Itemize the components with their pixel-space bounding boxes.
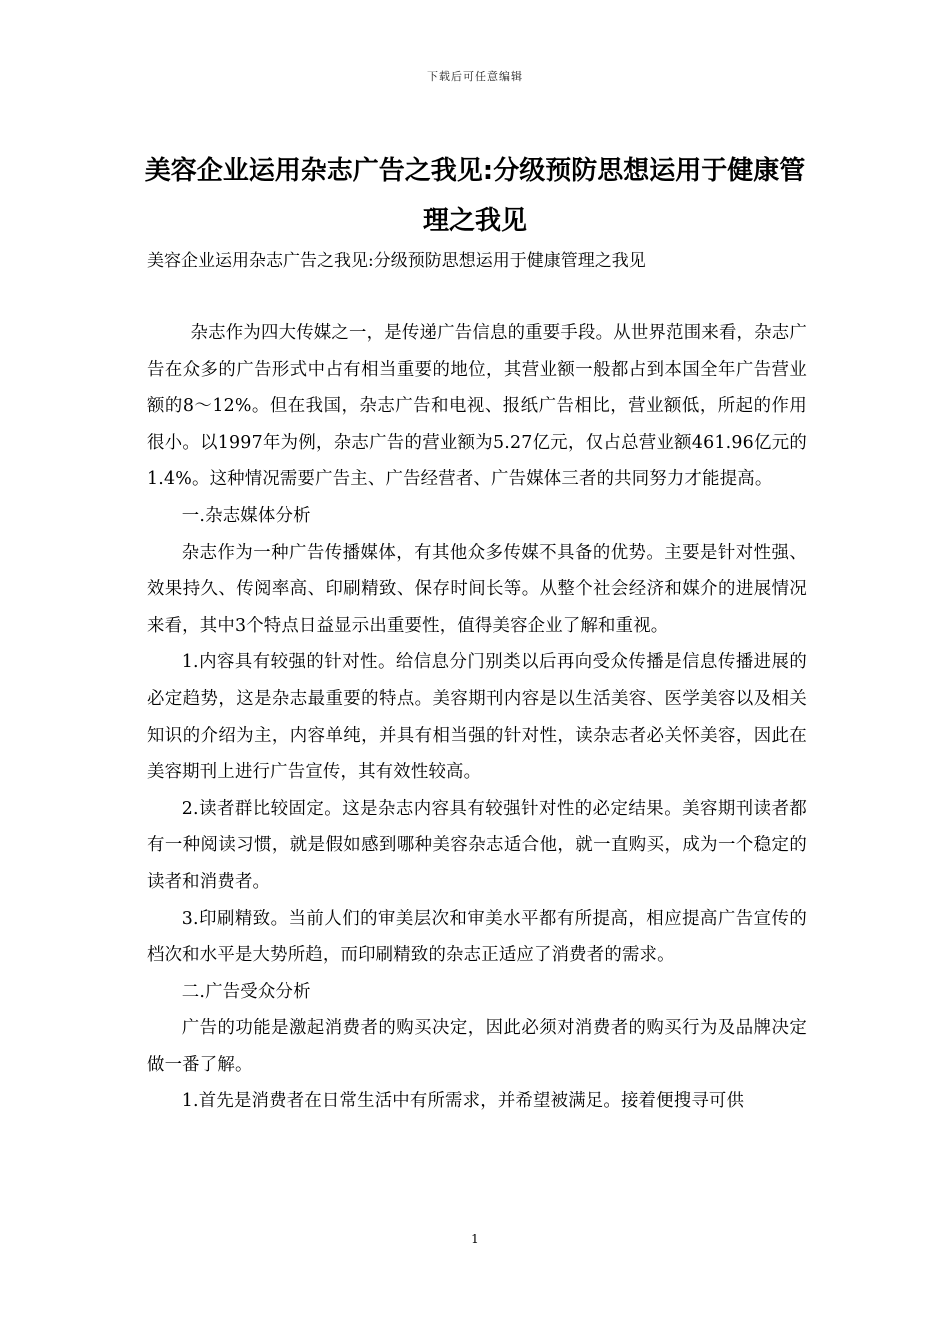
paragraph-point-1: 1.内容具有较强的针对性。给信息分门别类以后再向受众传播是信息传播进展的必定趋势，这是杂志最重要的特点。美容期刊内容是以生活美容、医学美容以及相关知识的介绍为主，内容单纯，并具有相当强的针对性，读杂志者必关怀美容，因此在美容期刊上进行广告宣传，其有效性较高。 [147,652,807,783]
paragraph-magazine-advantages: 杂志作为一种广告传播媒体，有其他众多传媒不具备的优势。主要是针对性强、效果持久、传阅率高、印刷精致、保存时间长等。从整个社会经济和媒介的进展情况来看，其中3个特点日益显示出重要性，值得美容企业了解和重视。 [147,542,807,636]
section-heading-audience: 二.广告受众分析 [181,981,311,1002]
page-number: 1 [471,1232,479,1246]
paragraph-point-3: 3.印刷精致。当前人们的审美层次和审美水平都有所提高，相应提高广告宣传的档次和水平是大势所趋，而印刷精致的杂志正适应了消费者的需求。 [147,908,807,966]
paragraph-intro: 杂志作为四大传媒之一，是传递广告信息的重要手段。从世界范围来看，杂志广告在众多的广告形式中占有相当重要的地位，其营业额一般都占到本国全年广告营业额的8～12%。但在我国，杂志广告和电视、报纸广告相比，营业额低，所起的作用很小。以1997年为例，杂志广告的营业额为5.27亿元，仅占总营业额461.96亿元的1.4%。这种情况需要广告主、广告经营者、广告媒体三者的共同努力才能提高。 [147,323,807,490]
document-title: 美容企业运用杂志广告之我见:分级预防思想运用于健康管理之我见 [144,156,806,236]
body-text [147,315,807,1120]
document-subtitle: 美容企业运用杂志广告之我见:分级预防思想运用于健康管理之我见 [147,251,646,271]
paragraph-consumer-need: 1.首先是消费者在日常生活中有所需求，并希望被满足。接着便搜寻可供 [181,1091,745,1112]
header-note: 下载后可任意编辑 [427,70,523,83]
paragraph-ad-function: 广告的功能是激起消费者的购买决定，因此必须对消费者的购买行为及品牌决定做一番了解。 [147,1018,807,1075]
paragraph-point-2: 2.读者群比较固定。这是杂志内容具有较强针对性的必定结果。美容期刊读者都有一种阅读习惯，就是假如感到哪种美容杂志适合他，就一直购买，成为一个稳定的读者和消费者。 [147,798,807,892]
section-heading-magazine-media: 一.杂志媒体分析 [181,505,311,526]
